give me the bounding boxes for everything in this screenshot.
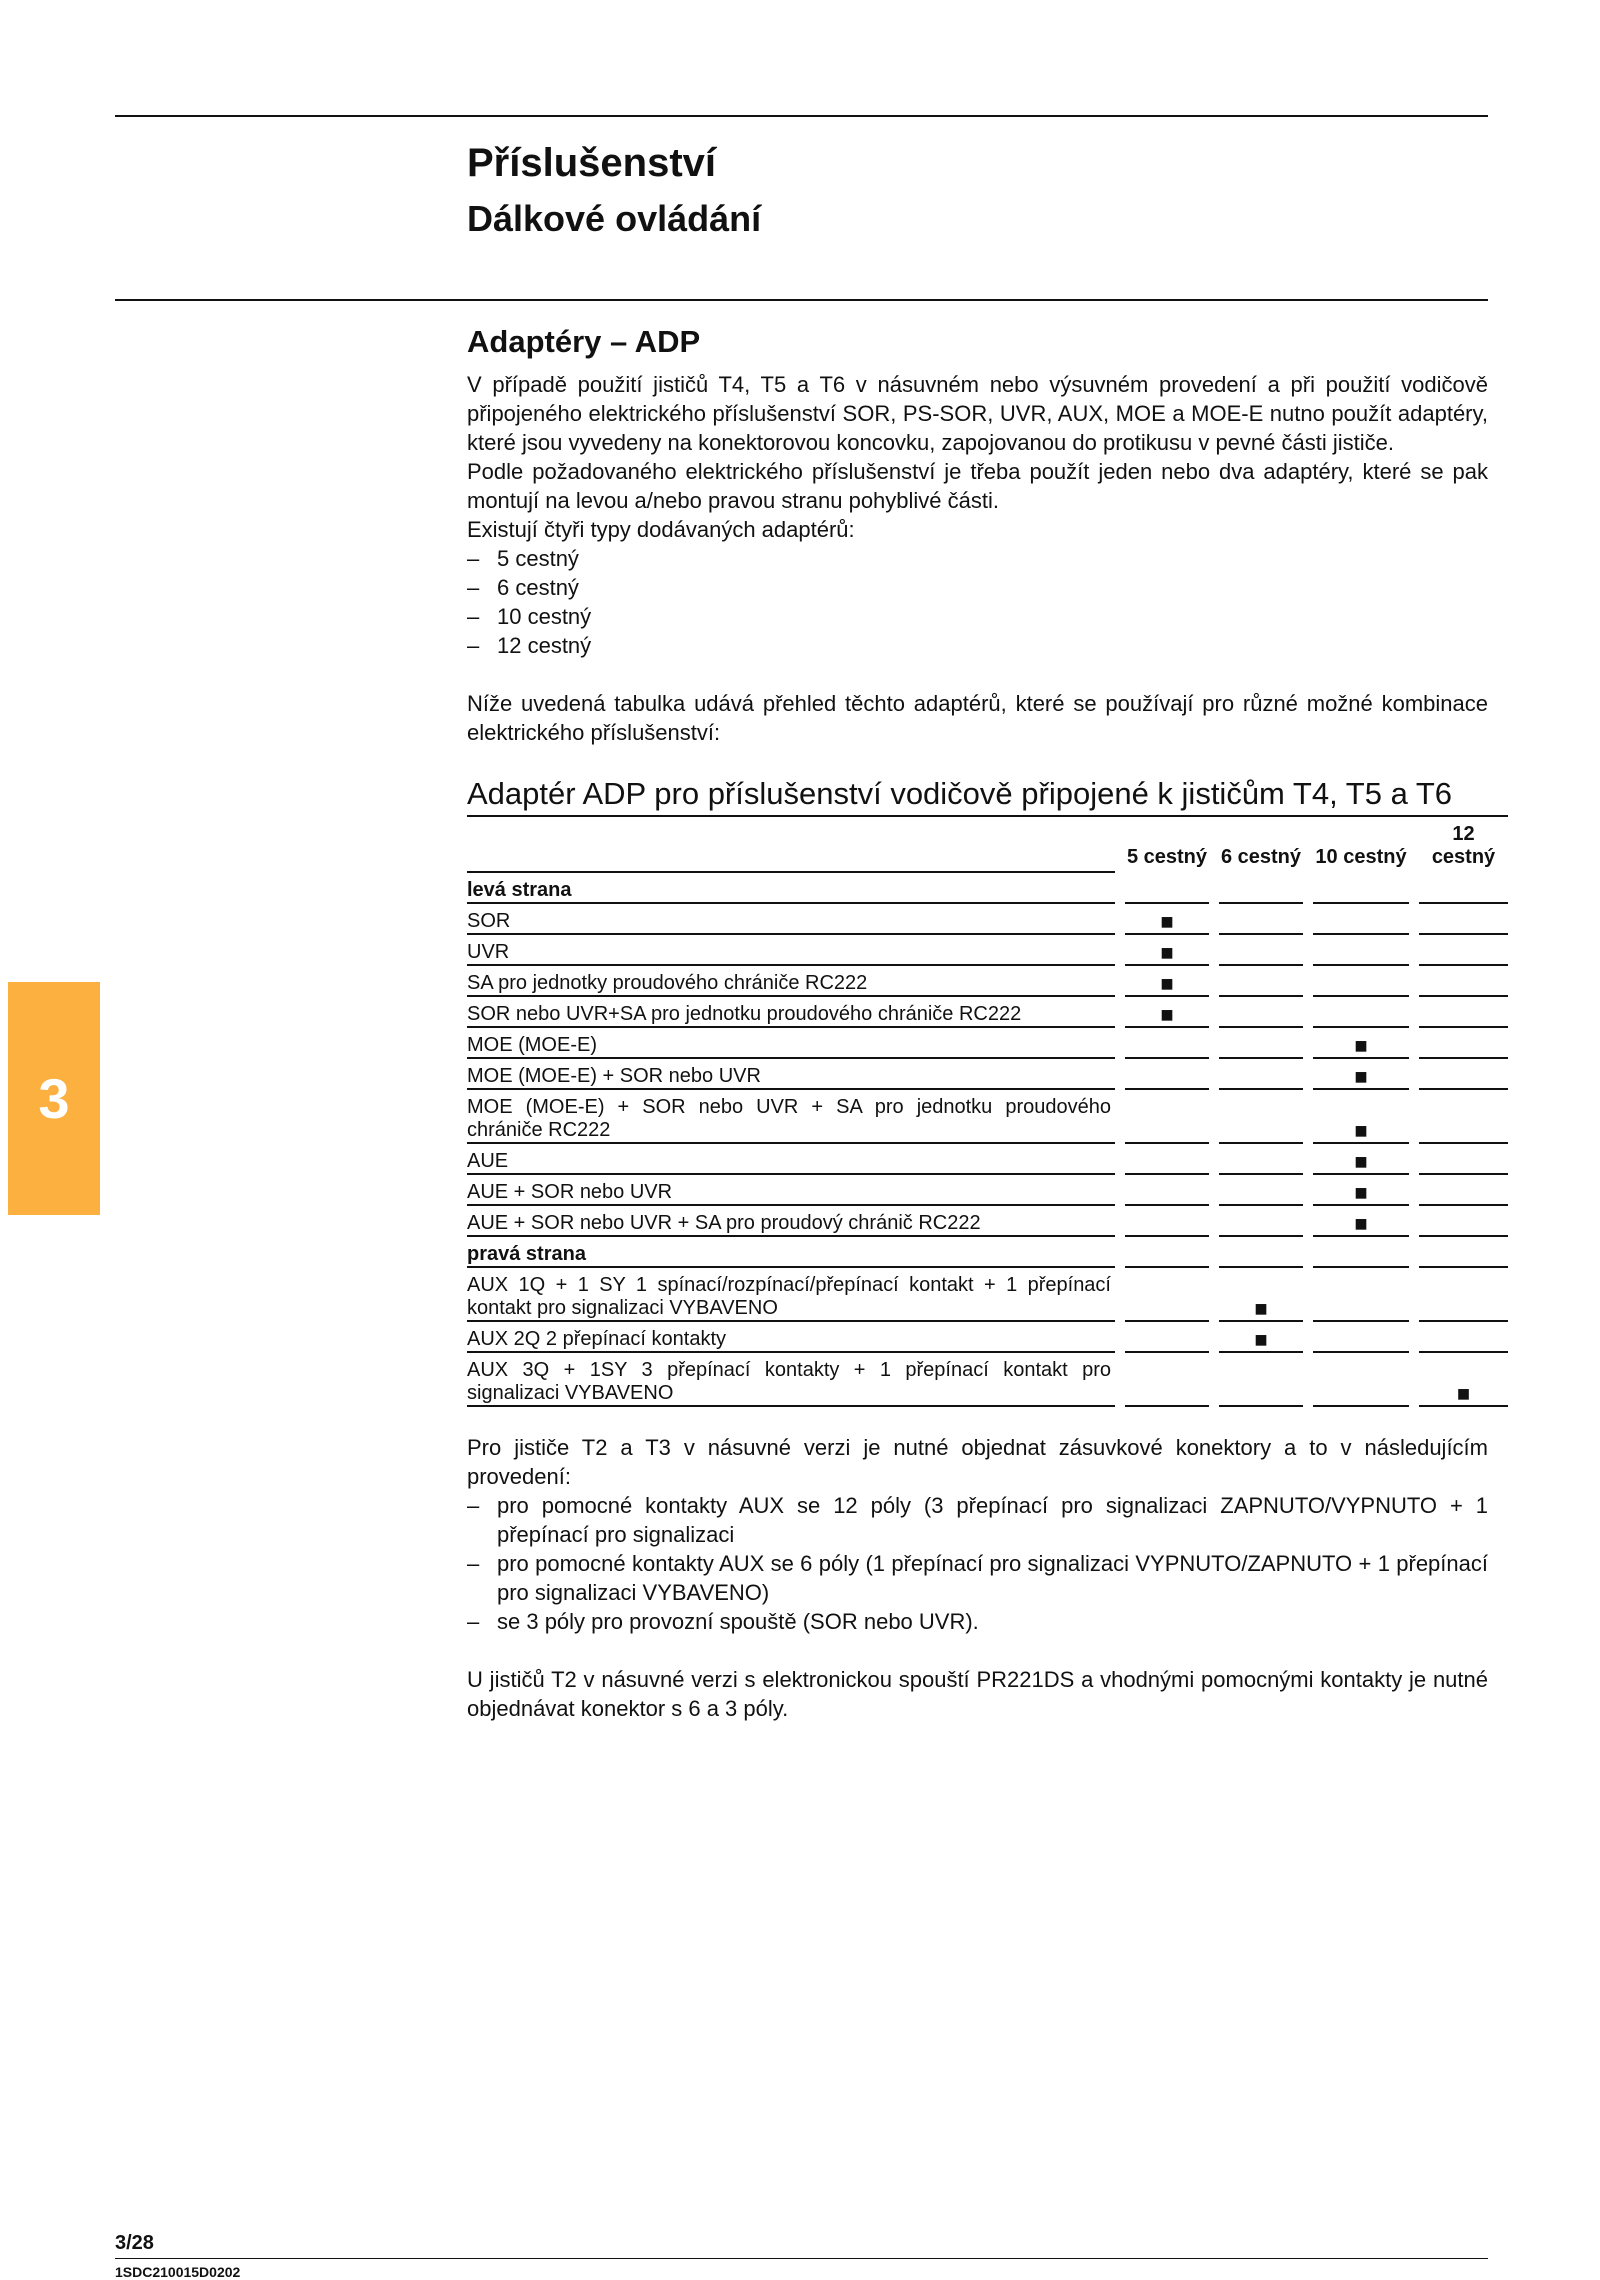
table-cell: [1125, 997, 1209, 1028]
table-row-label: MOE (MOE-E) + SOR nebo UVR + SA pro jednotku proudového chrániče RC222: [467, 1090, 1115, 1144]
table-cell: [1419, 1144, 1508, 1175]
table-cell: [1125, 873, 1209, 904]
table-cell: [1125, 1090, 1209, 1144]
filled-square-mark: ■: [1160, 940, 1174, 965]
table-cell: [1419, 1322, 1508, 1353]
table-row-label: MOE (MOE-E) + SOR nebo UVR: [467, 1059, 1115, 1090]
table-cell: [1419, 1175, 1508, 1206]
table-cell: [1125, 1237, 1209, 1268]
list-item: – 12 cestný: [467, 631, 1488, 660]
table-row-label: SOR nebo UVR+SA pro jednotku proudového chrániče RC222: [467, 997, 1115, 1028]
filled-square-mark: ■: [1160, 909, 1174, 934]
table-cell: [1313, 935, 1409, 966]
table-cell: [1125, 1353, 1209, 1407]
footer-rule: [115, 2258, 1488, 2259]
table-row: [467, 1144, 1508, 1175]
table-cell: [1313, 1028, 1409, 1059]
page-title: Příslušenství: [467, 141, 717, 185]
table-cell: [1313, 1144, 1409, 1175]
table-row-label: AUX 2Q 2 přepínací kontakty: [467, 1322, 1115, 1353]
list-item: – 10 cestný: [467, 602, 1488, 631]
table-row-label: SA pro jednotky proudového chrániče RC222: [467, 966, 1115, 997]
table-row: [467, 1090, 1508, 1144]
table-cell: [1419, 1353, 1508, 1407]
table-cell: [1219, 1353, 1303, 1407]
filled-square-mark: ■: [1254, 1296, 1268, 1321]
chapter-tab: [8, 982, 100, 1215]
table-cell: [1313, 1322, 1409, 1353]
table-cell: [1125, 1144, 1209, 1175]
table-cell: [1313, 966, 1409, 997]
table-cell: [1219, 873, 1303, 904]
table-cell: [1419, 1268, 1508, 1322]
table-cell: [1125, 935, 1209, 966]
filled-square-mark: ■: [1354, 1118, 1368, 1143]
table-cell: [1419, 1090, 1508, 1144]
table-cell: [1219, 1059, 1303, 1090]
list-item: – 5 cestný: [467, 544, 1488, 573]
table-cell: [1419, 904, 1508, 935]
table-row-label: AUX 1Q + 1 SY 1 spínací/rozpínací/přepínací kontakt + 1 přepínací kontakt pro signalizaci VYBAVENO: [467, 1268, 1115, 1322]
table-row: [467, 997, 1508, 1028]
filled-square-mark: ■: [1254, 1327, 1268, 1352]
table-section-row: [467, 1237, 1508, 1268]
table-cell: [1125, 904, 1209, 935]
filled-square-mark: ■: [1354, 1149, 1368, 1174]
intro-paragraph: V případě použití jističů T4, T5 a T6 v násuvném nebo výsuvném provedení a při použití vodičově připojeného elektrického příslušenství SOR, PS-SOR, UVR, AUX, MOE a MOE-E nutno použít adaptéry, které jsou vyvedeny na konektorovou koncovku, zapojovanou do protikusu v pevné části jističe.: [467, 372, 1488, 455]
table-cell: [1125, 1059, 1209, 1090]
table-cell: [1419, 966, 1508, 997]
table-cell: [1313, 1206, 1409, 1237]
filled-square-mark: ■: [1456, 1381, 1471, 1406]
table-header-cell: 10 cestný: [1315, 846, 1407, 868]
table-row: [467, 935, 1508, 966]
list-item: – pro pomocné kontakty AUX se 6 póly (1 přepínací pro signalizaci VYPNUTO/ZAPNUTO + 1 přepínací pro signalizaci VYBAVENO): [467, 1549, 1488, 1607]
table-row: [467, 1175, 1508, 1206]
table-cell: [1313, 1237, 1409, 1268]
table-cell: [1313, 1059, 1409, 1090]
table-cell: [1219, 966, 1303, 997]
table-cell: [1419, 1028, 1508, 1059]
table-cell: [1419, 935, 1508, 966]
table-row: [467, 1206, 1508, 1237]
table-cell: [1219, 1028, 1303, 1059]
table-section-label: levá strana: [467, 873, 1115, 904]
table-row-label: UVR: [467, 935, 1115, 966]
adapter-table: [467, 823, 1508, 1407]
table-cell: [1313, 904, 1409, 935]
t2-pr221ds-paragraph: U jističů T2 v násuvné verzi s elektronickou spouští PR221DS a vhodnými pomocnými kontakty je nutné objednávat konektor s 6 a 3 póly.: [467, 1667, 1488, 1721]
section-heading: Adaptéry – ADP: [467, 324, 701, 359]
list-item: – 6 cestný: [467, 573, 1488, 602]
table-header-cell: 6 cestný: [1220, 846, 1302, 868]
table-row-label: AUE: [467, 1144, 1115, 1175]
table-cell: [1313, 873, 1409, 904]
table-cell: [1313, 1175, 1409, 1206]
table-cell: [1313, 1268, 1409, 1322]
table-row: [467, 966, 1508, 997]
table-cell: [1219, 904, 1303, 935]
table-cell: [1219, 1144, 1303, 1175]
table-cell: [1219, 1322, 1303, 1353]
filled-square-mark: ■: [1354, 1180, 1368, 1205]
filled-square-mark: ■: [1354, 1211, 1368, 1236]
list-item: – se 3 póly pro provozní spouště (SOR nebo UVR).: [467, 1607, 1488, 1636]
adapter-mounting-paragraph: Podle požadovaného elektrického příslušenství je třeba použít jeden nebo dva adaptéry, které se pak montují na levou a/nebo pravou stranu pohyblivé části.: [467, 459, 1488, 513]
table-title: Adaptér ADP pro příslušenství vodičově připojené k jističům T4, T5 a T6: [467, 775, 1508, 817]
table-cell: [1125, 966, 1209, 997]
table-row: [467, 1059, 1508, 1090]
table-row-label: AUX 3Q + 1SY 3 přepínací kontakty + 1 přepínací kontakt pro signalizaci VYBAVENO: [467, 1353, 1115, 1407]
table-header-cell: 12 cestný: [1431, 823, 1496, 868]
table-row: [467, 1353, 1508, 1407]
t2-t3-paragraph: Pro jističe T2 a T3 v násuvné verzi je nutné objednat zásuvkové konektory a to v následujícím provedení:: [467, 1435, 1488, 1489]
table-row-label: SOR: [467, 904, 1115, 935]
table-row-label: AUE + SOR nebo UVR + SA pro proudový chránič RC222: [467, 1206, 1115, 1237]
table-cell: [1125, 1322, 1209, 1353]
table-cell: [1219, 1237, 1303, 1268]
table-header-label: [467, 823, 1115, 873]
filled-square-mark: ■: [1160, 971, 1174, 996]
table-cell: [1219, 1090, 1303, 1144]
table-cell: [1419, 997, 1508, 1028]
table-cell: [1419, 1206, 1508, 1237]
table-row: [467, 1028, 1508, 1059]
filled-square-mark: ■: [1354, 1064, 1368, 1089]
main-content: [467, 322, 1496, 1723]
table-cell: [1313, 1090, 1409, 1144]
table-section-label: pravá strana: [467, 1237, 1115, 1268]
page-number: 3/28: [115, 2232, 154, 2254]
adapter-types-list: [467, 544, 1488, 660]
chapter-number: 3: [38, 1067, 70, 1130]
connector-list: [467, 1491, 1488, 1636]
table-row: [467, 904, 1508, 935]
header-bottom-rule: [115, 299, 1488, 301]
table-header-cell: 5 cestný: [1126, 846, 1208, 868]
page-subtitle: Dálkové ovládání: [467, 198, 762, 239]
table-cell: [1219, 1268, 1303, 1322]
table-cell: [1219, 1175, 1303, 1206]
table-row: [467, 1268, 1508, 1322]
filled-square-mark: ■: [1354, 1033, 1368, 1058]
list-item: – pro pomocné kontakty AUX se 12 póly (3 přepínací pro signalizaci ZAPNUTO/VYPNUTO + 1 přepínací pro signalizaci: [467, 1491, 1488, 1549]
table-cell: [1313, 997, 1409, 1028]
table-cell: [1219, 997, 1303, 1028]
table-cell: [1313, 1353, 1409, 1407]
table-cell: [1125, 1028, 1209, 1059]
table-cell: [1419, 1237, 1508, 1268]
table-cell: [1419, 873, 1508, 904]
header-top-rule: [115, 115, 1488, 117]
table-row-label: AUE + SOR nebo UVR: [467, 1175, 1115, 1206]
table-cell: [1219, 1206, 1303, 1237]
table-intro-paragraph: Níže uvedená tabulka udává přehled těchto adaptérů, které se používají pro různé možné kombinace elektrického příslušenství:: [467, 691, 1488, 745]
document-code: 1SDC210015D0202: [115, 2264, 241, 2280]
table-cell: [1419, 1059, 1508, 1090]
table-cell: [1125, 1175, 1209, 1206]
table-cell: [1219, 935, 1303, 966]
table-section-row: [467, 873, 1508, 904]
table-row: [467, 1322, 1508, 1353]
table-cell: [1125, 1206, 1209, 1237]
filled-square-mark: ■: [1160, 1002, 1174, 1027]
table-row-label: MOE (MOE-E): [467, 1028, 1115, 1059]
adapter-types-intro: Existují čtyři typy dodávaných adaptérů:: [467, 517, 855, 542]
table-cell: [1125, 1268, 1209, 1322]
